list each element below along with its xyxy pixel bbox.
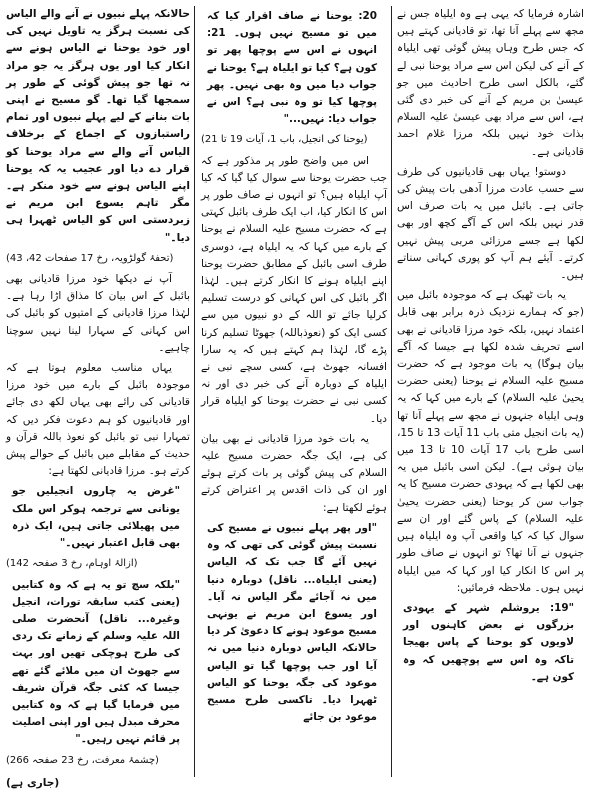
paragraph-friends: دوستو! یہاں بھی قادیانیوں کی طرف سے حسب عادت مرزا آدھی بات پیش کی جاتی ہے۔ بائبل میں یہ بات صرف اس قدر نہیں بلکہ اس کے آگے کچھ اور بھی لکھا ہے جسے مرزائی مربی پیش نہیں کرتے۔ آیئے ہم آپ کو پوری کہانی سناتے ہیں۔ — [397, 165, 584, 282]
paragraph-mirza-admits: یہ بات خود مرزا قادیانی نے بھی بیان کی ہے، ایک جگہ حضرت مسیح علیہ السلام کی پیش گوئی پر بات کرتے ہوئے اور ان کی ذات اقدس پر اعتراض کرتے ہوئے لکھتا ہے: — [201, 432, 387, 514]
continued-label: (جاری ہے) — [6, 776, 60, 789]
paragraph-intro: اشارہ فرمایا کہ یہی ہے وہ ایلیاہ جس نے مجھ سے پہلے آنا تھا، تو قادیانی کہتے ہیں کہ جس طرح وہاں پیش گوئی تھی ایلیاہ کے آنے کی لیکن اس سے مراد یوحنا نبی لے گئے، بالکل اسی طرح احادیث میں جو عیسیٰ بن مریم کے آنے کی خبر دی گئی ہے، اس سے مراد بھی عیسیٰ علیہ السلام بذات خود نہیں بلکہ مرزا غلام احمد قادیانی ہے۔ — [397, 8, 584, 158]
reference-citation: (ازالۂ اوہام، رخ 3 صفحہ 142) — [6, 558, 138, 570]
mirza-quote-gospels: "غرض یہ چاروں انجیلیں جو یونانی سے ترجمہ ہوکر اس ملک میں پھیلائی جاتی ہیں، ایک ذرہ بھی قابل اعتبار نہیں۔" — [12, 485, 180, 550]
column-divider — [194, 6, 195, 777]
reference-citation: (یوحنا کی انجیل، باب 1، آیات 19 تا 21) — [201, 134, 368, 146]
mirza-quote-start: "اور پھر پہلے نبیوں نے مسیح کی نسبت پیش گوئی کی تھی کہ وہ نہیں آئے گا جب تک کہ الیاس (یعنی ایلیاہ... ناقل) دوبارہ دنیا میں نہ آجائے مگر الیاس نہ آیا۔ اور یسوع ابن مریم نے یونہی مسیح موعود ہونے کا دعویٰ کر دیا حالانکہ الیاس دوبارہ دنیا میں نہ آیا اور جب پوچھا گیا تو الیاس موعود کی جگہ یوحنا کو الیاس ٹھہرا دیا۔ تاکسی طرح مسیح موعود بن جائے — [207, 521, 377, 724]
paragraph-opinion: یہاں مناسب معلوم ہوتا ہے کہ موجودہ بائبل کے بارے میں خود مرزا قادیانی کی رائے بھی یہاں لکھ دی جائے اور قادیانیوں کو ہم دعوت فکر دیں کہ تمہارا نبی تو بائبل کو نعوذ باللہ قرآن و حدیث کے مقابلے میں بائبل کے حوالے پیش کرتے ہو۔ مرزا قادیانی لکھتا ہے: — [6, 362, 190, 478]
bible-quote-end: 20: یوحنا نے صاف اقرار کیا کہ میں تو مسیح نہیں ہوں۔ 21: انہوں نے اس سے پوچھا پھر تو کون ہے؟ کیا تو ایلیاہ ہے؟ یوحنا نے جواب دیا میں وہ بھی نہیں۔ پھر پوچھا کیا تو وہ نبی ہے؟ اس نے جواب دیا: نہیں..." — [207, 10, 377, 126]
paragraph-contradiction: اس میں واضح طور پر مذکور ہے کہ جب حضرت یوحنا سے سوال کیا گیا کہ کیا آپ ایلیاہ ہیں؟ تو انہوں نے صاف طور پر اس کا انکار کیا، اب ایک طرف بائبل کہتی ہے کہ حضرت مسیح علیہ السلام نے یوحنا کے بارے میں کہا کہ یہ ایلیاہ ہے، دوسری طرف اسی بائبل کے مطابق حضرت یوحنا اپنے ایلیاہ ہونے کا انکار کرتے ہیں۔ لہٰذا اگر بائبل کی اس کہانی کو درست تسلیم کرلیا جائے تو اللہ کے دو نبیوں میں سے کسی ایک کو (نعوذباللہ) جھوٹا تسلیم کرنا پڑے گا، لہٰذا ہم کہتے ہیں کہ یہ سارا افسانہ جھوٹ ہے، کسی سچے نبی نے ایلیاہ کے دوبارہ آنے کی خبر دی اور نہ کسی نبی نے حضرت یوحنا کو ایلیاہ قرار دیا۔ — [201, 154, 387, 425]
column-divider — [391, 6, 392, 777]
reference-citation: (چشمۂ معرفت، رخ 23 صفحہ 266) — [6, 754, 159, 766]
bible-quote-start: "19: یروشلم شہر کے یہودی بزرگوں نے بعض کاہنوں اور لاویوں کو یوحنا کے پاس بھیجا تاکہ وہ اس سے پوچھیں کہ وہ کون ہے۔ — [403, 601, 574, 683]
text-column-left — [6, 6, 190, 789]
text-column-right — [397, 6, 584, 777]
text-column-middle — [201, 6, 387, 777]
paragraph-mockery: آپ نے دیکھا خود مرزا قادیانی بھی بائبل کے اس بیان کا مذاق اڑا رہا ہے۔ لہٰذا مرزا قادیانی کے امتیوں کو بائبل کی اس کہانی کے سہارا لینا نہیں سوچنا چاہیے۔ — [6, 273, 190, 354]
mirza-quote-end: حالانکہ پہلے نبیوں نے آنے والے الیاس کی نسبت ہرگز یہ تاویل نہیں کی اور خود یوحنا نے الیاس ہونے سے انکار کیا اور یوں ہرگز یہ جو مراد نہ تھا جو پیش گوئی کے طور پر سمجھا گیا تھا۔ گو مسیح نے اپنی بات بنانے کے لیے پہلے نبیوں اور تمام راستبازوں کے اجماع کے برخلاف الیاس آنے والے سے مراد یوحنا کو قرار دے دیا اور عجیب یہ کہ یوحنا اپنے الیاس ہونے سے خود منکر ہے۔ مگر تاہم یسوع ابن مریم نے زبردستی اس کو الیاس ٹھہرا ہی دیا۔" — [6, 8, 190, 244]
paragraph-bible-statement: یہ بات ٹھیک ہے کہ موجودہ بائبل میں (جو کہ ہمارے نزدیک ذرہ برابر بھی قابل اعتماد نہیں، بلکہ خود مرزا قادیانی نے بھی اسے تحریف شدہ لکھا ہے جیسا کہ آگے بیان ہوگا) یہ بات موجود ہے کہ حضرت مسیح علیہ السلام نے یوحنا (یعنی حضرت یحییٰ علیہ السلام) کے بارے میں کہا کہ یہ وہی ایلیاہ جنہوں نے مجھ سے پہلے آنا تھا (یہ بات انجیل متی باب 11 آیات 13 تا 15، اسی طرح باب 17 آیات 10 تا 13 میں بیان ہوئی ہے)۔ لیکن اسی بائبل میں یہ بھی لکھا ہے کہ یہودی حضرت مسیح کا یہ جواب سن کر یوحنا (یعنی حضرت یحییٰ علیہ السلام) کے پاس گئے اور ان سے سوال کیا کہ کیا واقعی آپ وہ ایلیاہ ہیں جنہوں نے آنا تھا؟ تو انہوں نے صاف طور پر اس کا انکار کیا اور کہا کہ میں ایلیاہ نہیں ہوں۔ ملاحظہ فرمائیں: — [397, 289, 585, 594]
mirza-quote-books: "بلکہ سچ تو یہ ہے کہ وہ کتابیں (یعنی کتب سابقہ تورات، انجیل وغیرہ... ناقل) آنحضرت صلی اللہ علیہ وسلم کے زمانے تک ردی کی طرح ہوچکی تھیں اور بہت سے جھوٹ ان میں ملائے گئے تھے جیسا کہ کئی جگہ قرآن شریف میں فرمایا گیا ہے کہ وہ کتابیں محرف مبدل ہیں اور اپنی اصلیت پر قائم نہیں رہیں۔" — [12, 578, 180, 746]
document-page — [6, 6, 585, 789]
reference-citation: (تحفۂ گولڑویہ، رخ 17 صفحات 42، 43) — [6, 252, 174, 264]
